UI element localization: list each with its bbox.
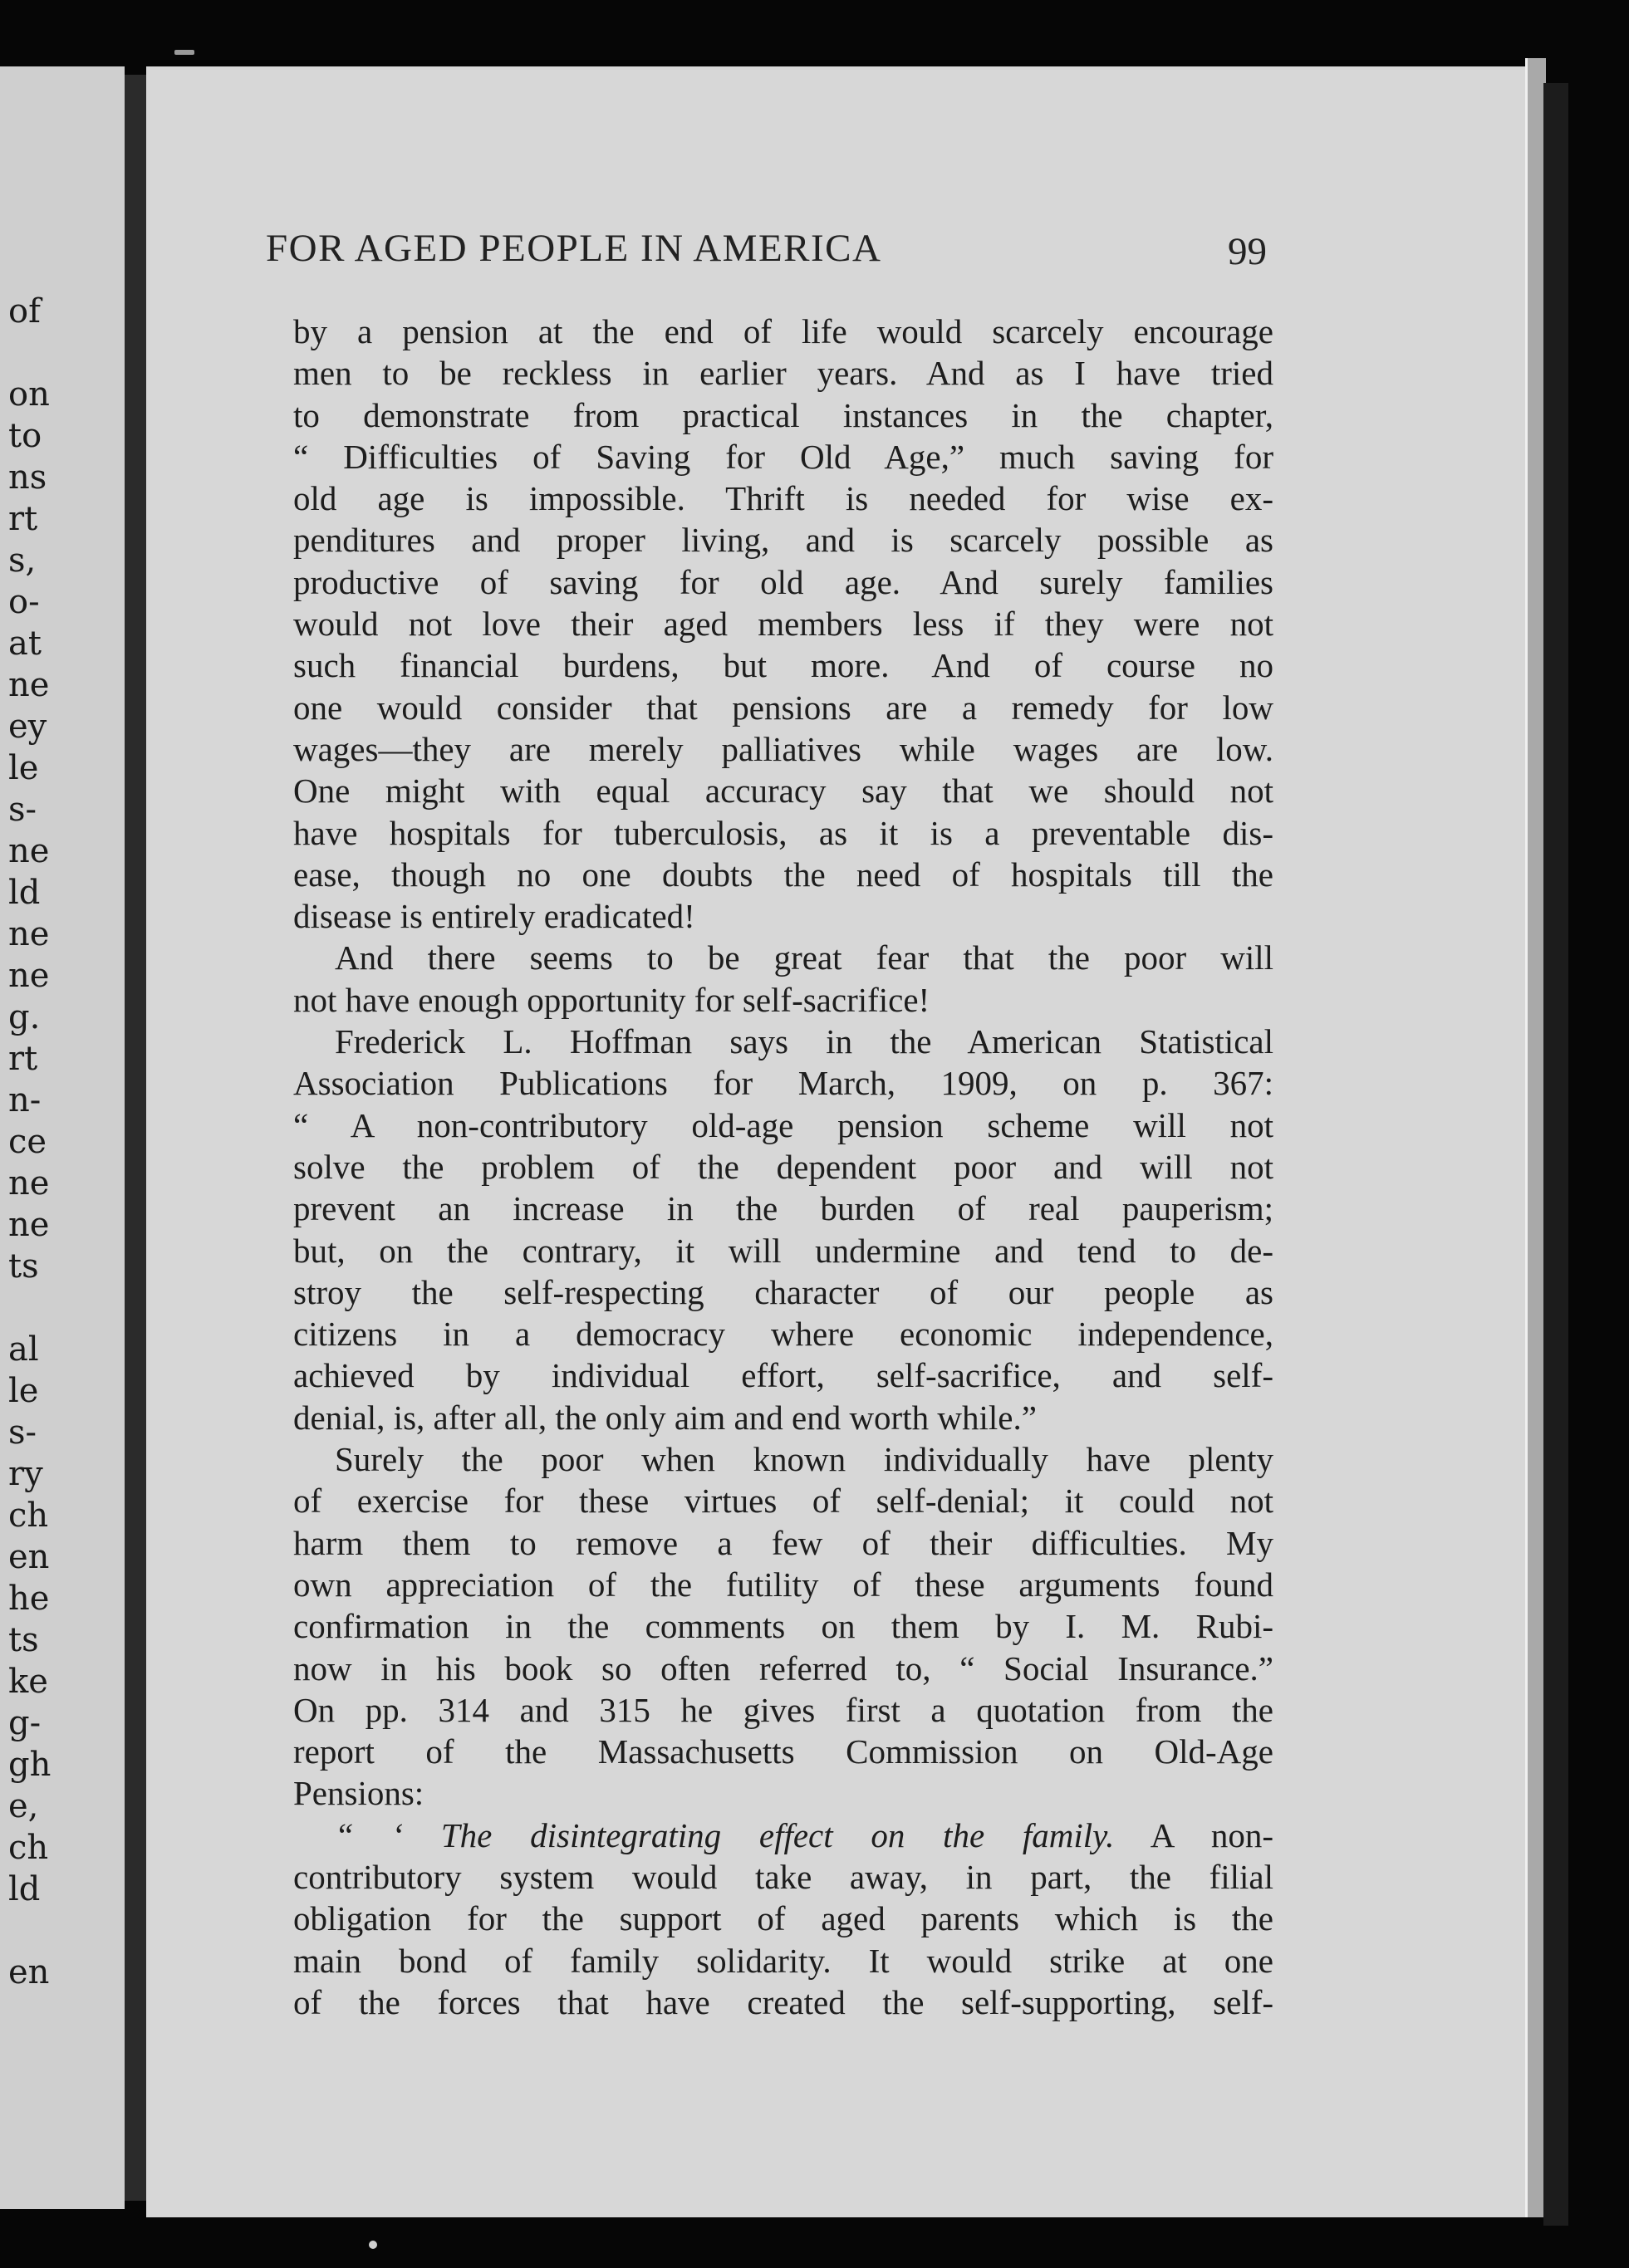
- text-line: not have enough opportunity for self-sacrifice!: [293, 980, 930, 1019]
- previous-page-fragment: rt: [8, 500, 38, 538]
- previous-page-fragment: [8, 1287, 51, 1329]
- previous-page-fragment: ne: [8, 666, 50, 704]
- previous-page-fragment: ne: [8, 957, 50, 995]
- text-line: obligation for the support of aged parents which is the: [293, 1899, 1273, 1938]
- italic-text-line: [293, 1815, 1273, 1856]
- text-line: achieved by individual effort, self-sacrifice, and self-: [293, 1356, 1273, 1395]
- text-line: confirmation in the comments on them by I. M. Rubi-: [293, 1607, 1273, 1646]
- previous-page-fragment: [8, 1910, 51, 1952]
- text-line: On pp. 314 and 315 he gives first a quotation from the: [293, 1690, 1273, 1729]
- previous-page-fragment: ch: [8, 1829, 49, 1867]
- text-run: A non-: [1114, 1815, 1273, 1854]
- previous-page-fragment: ry: [8, 1455, 43, 1493]
- page-number: 99: [1228, 230, 1267, 273]
- previous-page-fragment: on: [8, 375, 50, 414]
- text-line: disease is entirely eradicated!: [293, 897, 695, 936]
- text-line: Pensions:: [293, 1774, 424, 1813]
- previous-page-fragment: ts: [8, 1247, 39, 1286]
- previous-page-fragment: al: [8, 1330, 39, 1369]
- text-line: would not love their aged members less if they were not: [293, 605, 1273, 644]
- text-line: to demonstrate from practical instances in the chapter,: [293, 395, 1273, 434]
- scan-speck: [369, 2241, 377, 2249]
- running-head-title: FOR AGED PEOPLE IN AMERICA: [266, 227, 882, 270]
- previous-page-fragment: at: [8, 625, 42, 663]
- text-line: citizens in a democracy where economic independence,: [293, 1315, 1273, 1354]
- previous-page-fragment: of: [8, 292, 41, 331]
- text-line: contributory system would take away, in part, the filial: [293, 1857, 1273, 1896]
- text-line: report of the Massachusetts Commission on Old-Age: [293, 1732, 1273, 1771]
- previous-page-fragment: o-: [8, 583, 40, 621]
- text-line: of the forces that have created the self-supporting, self-: [293, 1982, 1273, 2021]
- text-line: such financial burdens, but more. And of course no: [293, 646, 1273, 685]
- text-line: denial, is, after all, the only aim and end worth while.”: [293, 1398, 1037, 1437]
- text-line: And there seems to be great fear that the poor will: [335, 938, 1273, 977]
- previous-page-fragment: g-: [8, 1704, 42, 1742]
- body-text: [293, 311, 1273, 2023]
- previous-page-fragment: [8, 332, 51, 374]
- text-line: One might with equal accuracy say that we should not: [293, 772, 1273, 811]
- previous-page-fragment: n-: [8, 1081, 42, 1119]
- previous-page-fragment: gh: [8, 1746, 52, 1784]
- text-line: penditures and proper living, and is scarcely possible as: [293, 521, 1273, 560]
- previous-page-fragment: s-: [8, 1413, 37, 1452]
- text-line: by a pension at the end of life would scarcely encourage: [293, 312, 1273, 350]
- text-line: “ A non-contributory old-age pension scheme will not: [293, 1105, 1273, 1144]
- previous-page-fragment: ne: [8, 1206, 50, 1244]
- text-line: one would consider that pensions are a remedy for low: [293, 688, 1273, 727]
- previous-page-fragment: ch: [8, 1496, 49, 1535]
- text-line: have hospitals for tuberculosis, as it is a preventable dis-: [293, 813, 1273, 852]
- running-head: [266, 226, 1267, 284]
- text-line: ease, though no one doubts the need of hospitals till the: [293, 855, 1273, 894]
- text-line: main bond of family solidarity. It would strike at one: [293, 1941, 1273, 1980]
- text-line: prevent an increase in the burden of real pauperism;: [293, 1189, 1273, 1228]
- previous-page-fragment: s,: [8, 541, 37, 580]
- previous-page-edge: [0, 66, 125, 2209]
- text-line: now in his book so often referred to, “ Social Insurance.”: [293, 1648, 1273, 1688]
- previous-page-fragment: ne: [8, 832, 50, 870]
- previous-page-fragment: le: [8, 1372, 39, 1410]
- previous-page-fragment: rt: [8, 1040, 38, 1078]
- previous-page-fragment: ce: [8, 1123, 47, 1161]
- text-line: but, on the contrary, it will undermine and tend to de-: [293, 1231, 1273, 1270]
- previous-page-fragment: en: [8, 1538, 50, 1576]
- text-line: Frederick L. Hoffman says in the American Statistical: [335, 1022, 1273, 1061]
- text-line: men to be reckless in earlier years. And as I have tried: [293, 354, 1273, 393]
- previous-page-fragment: e,: [8, 1787, 39, 1825]
- text-line: solve the problem of the dependent poor and will not: [293, 1147, 1273, 1186]
- text-line: of exercise for these virtues of self-denial; it could not: [293, 1482, 1273, 1521]
- text-line: Association Publications for March, 1909, on p. 367:: [293, 1064, 1273, 1103]
- previous-page-fragment: s-: [8, 791, 37, 829]
- previous-page-fragment: ke: [8, 1663, 48, 1701]
- previous-page-fragment: en: [8, 1953, 50, 1991]
- scan-speck: [174, 50, 194, 55]
- previous-page-fragment: to: [8, 417, 42, 455]
- previous-page-fragment: ne: [8, 915, 50, 953]
- text-line: Surely the poor when known individually have plenty: [335, 1440, 1273, 1479]
- text-line: stroy the self-respecting character of our people as: [293, 1272, 1273, 1311]
- text-line: own appreciation of the futility of these arguments found: [293, 1565, 1273, 1604]
- previous-page-fragment: ns: [8, 458, 47, 497]
- text-line: old age is impossible. Thrift is needed for wise ex-: [293, 479, 1273, 518]
- previous-page-fragment: le: [8, 749, 39, 787]
- text-line: productive of saving for old age. And surely families: [293, 562, 1273, 601]
- text-line: “ Difficulties of Saving for Old Age,” much saving for: [293, 437, 1273, 476]
- text-line: wages—they are merely palliatives while wages are low.: [293, 729, 1273, 768]
- previous-page-line-endings: [8, 291, 51, 1993]
- previous-page-fragment: ts: [8, 1621, 39, 1659]
- previous-page-fragment: ld: [8, 874, 41, 912]
- text-line: harm them to remove a few of their difficulties. My: [293, 1523, 1273, 1562]
- previous-page-fragment: g.: [8, 998, 41, 1036]
- previous-page-fragment: ey: [8, 708, 47, 746]
- previous-page-fragment: he: [8, 1580, 50, 1618]
- italic-phrase: “ ‘ The disintegrating effect on the family.: [335, 1815, 1115, 1854]
- book-gutter: [125, 75, 146, 2201]
- previous-page-fragment: ne: [8, 1164, 50, 1203]
- previous-page-fragment: ld: [8, 1870, 41, 1908]
- binding-edge: [1543, 83, 1568, 2226]
